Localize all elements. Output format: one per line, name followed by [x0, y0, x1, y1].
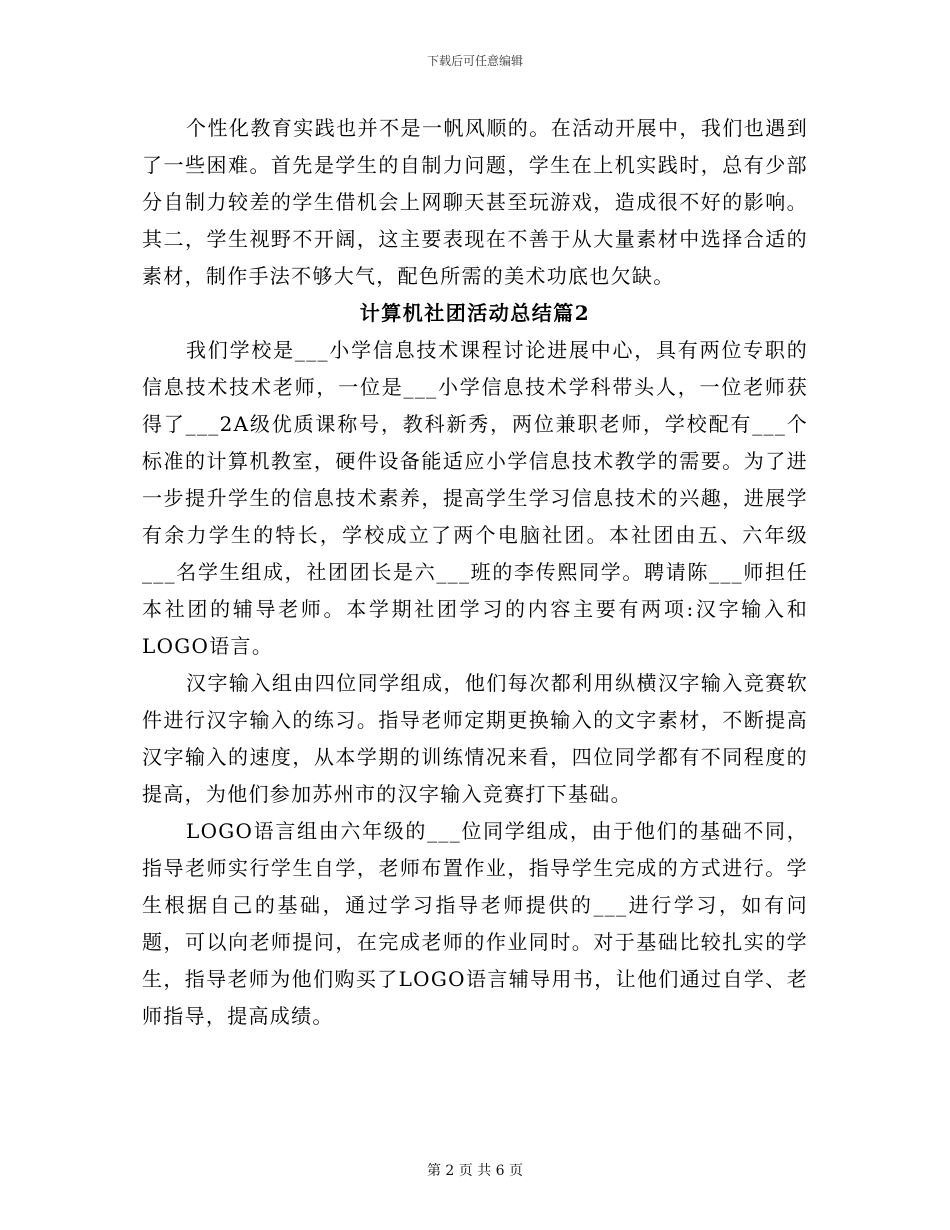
page-header-note: 下载后可任意编辑	[426, 54, 523, 68]
paragraph-school-intro: 我们学校是___小学信息技术课程讨论进展中心，具有两位专职的信息技术技术老师，一位是___小学信息技术学科带头人，一位老师获得了___2A级优质课称号，教科新秀，两位兼职老师，学校配有___个标准的计算机教室，硬件设备能适应小学信息技术教学的需要。为了进一步提升学生的信息技术素养，提高学生学习信息技术的兴趣，进展学有余力学生的特长，学校成立了两个电脑社团。本社团由五、六年级___名学生组成，社团团长是六___班的李传熙同学。聘请陈___师担任本社团的辅导老师。本学期社团学习的内容主要有两项:汉字输入和LOGO语言。	[142, 338, 808, 658]
paragraph-logo-group: LOGO语言组由六年级的___位同学组成，由于他们的基础不同，指导老师实行学生自学，老师布置作业，指导学生完成的方式进行。学生根据自己的基础，通过学习指导老师提供的___进行学习，如有问题，可以向老师提问，在完成老师的作业同时。对于基础比较扎实的学生，指导老师为他们购买了LOGO语言辅导用书，让他们通过自学、老师指导，提高成绩。	[142, 819, 808, 1028]
paragraph-challenges: 个性化教育实践也并不是一帆风顺的。在活动开展中，我们也遇到了一些困难。首先是学生的自制力问题，学生在上机实践时，总有少部分自制力较差的学生借机会上网聊天甚至玩游戏，造成很不好的影响。其二，学生视野不开阔，这主要表现在不善于从大量素材中选择合适的素材，制作手法不够大气，配色所需的美术功底也欠缺。	[142, 116, 808, 288]
page-number: 第 2 页 共 6 页	[426, 1163, 524, 1179]
section-title: 计算机社团活动总结篇2	[359, 301, 591, 325]
document-body	[142, 110, 808, 1035]
paragraph-chinese-input-group: 汉字输入组由四位同学组成，他们每次都利用纵横汉字输入竞赛软件进行汉字输入的练习。指导老师定期更换输入的文字素材，不断提高汉字输入的速度，从本学期的训练情况来看，四位同学都有不同程度的提高，为他们参加苏州市的汉字输入竞赛打下基础。	[142, 671, 808, 806]
